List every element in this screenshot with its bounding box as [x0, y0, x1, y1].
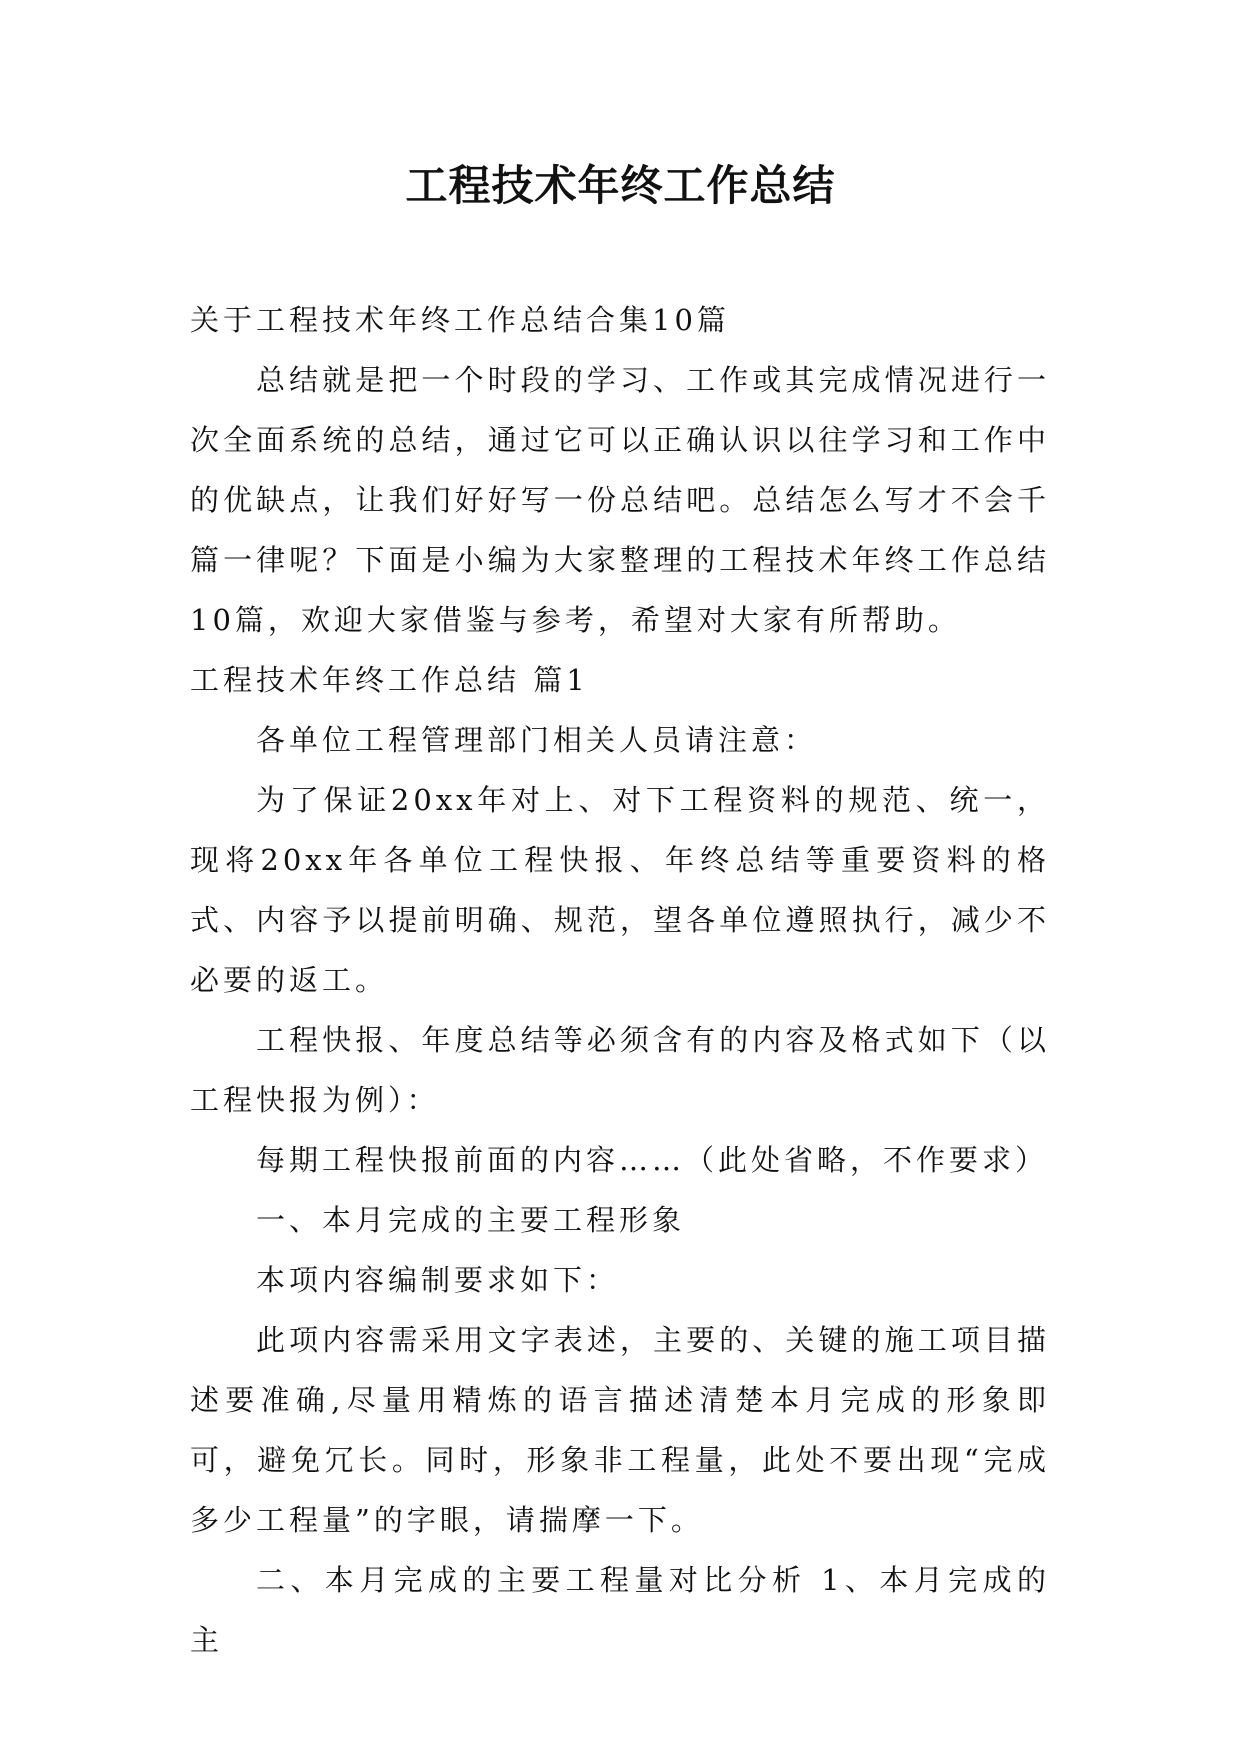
subsection-heading-1: 一、本月完成的主要工程形象: [256, 1203, 686, 1237]
collection-heading: 关于工程技术年终工作总结合集10篇: [190, 303, 730, 337]
omitted-content-paragraph: 每期工程快报前面的内容……（此处省略，不作要求）: [256, 1143, 1049, 1177]
subsection-heading-2: 二、本月完成的主要工程量对比分析 1、本月完成的主: [190, 1563, 1050, 1657]
document-body: [190, 290, 1050, 1670]
description-paragraph: 此项内容需采用文字表述，主要的、关键的施工项目描述要准确,尽量用精炼的语言描述清楚本月完成的形象即可，避免冗长。同时，形象非工程量，此处不要出现“完成多少工程量”的字眼，请揣摩一下。: [190, 1323, 1050, 1537]
document-title: 工程技术年终工作总结: [405, 161, 836, 210]
requirements-paragraph: 本项内容编制要求如下：: [256, 1263, 620, 1297]
section-heading-part-1: 工程技术年终工作总结 篇1: [190, 663, 589, 697]
purpose-paragraph: 为了保证20xx年对上、对下工程资料的规范、统一，现将20xx年各单位工程快报、年终总结等重要资料的格式、内容予以提前明确、规范，望各单位遵照执行，减少不必要的返工。: [190, 783, 1050, 997]
format-paragraph: 工程快报、年度总结等必须含有的内容及格式如下（以工程快报为例）：: [190, 1023, 1050, 1117]
intro-paragraph: 总结就是把一个时段的学习、工作或其完成情况进行一次全面系统的总结，通过它可以正确认识以往学习和工作中的优缺点，让我们好好写一份总结吧。总结怎么写才不会千篇一律呢？下面是小编为大家整理的工程技术年终工作总结10篇，欢迎大家借鉴与参考，希望对大家有所帮助。: [190, 363, 1050, 637]
notice-paragraph: 各单位工程管理部门相关人员请注意：: [256, 723, 818, 757]
